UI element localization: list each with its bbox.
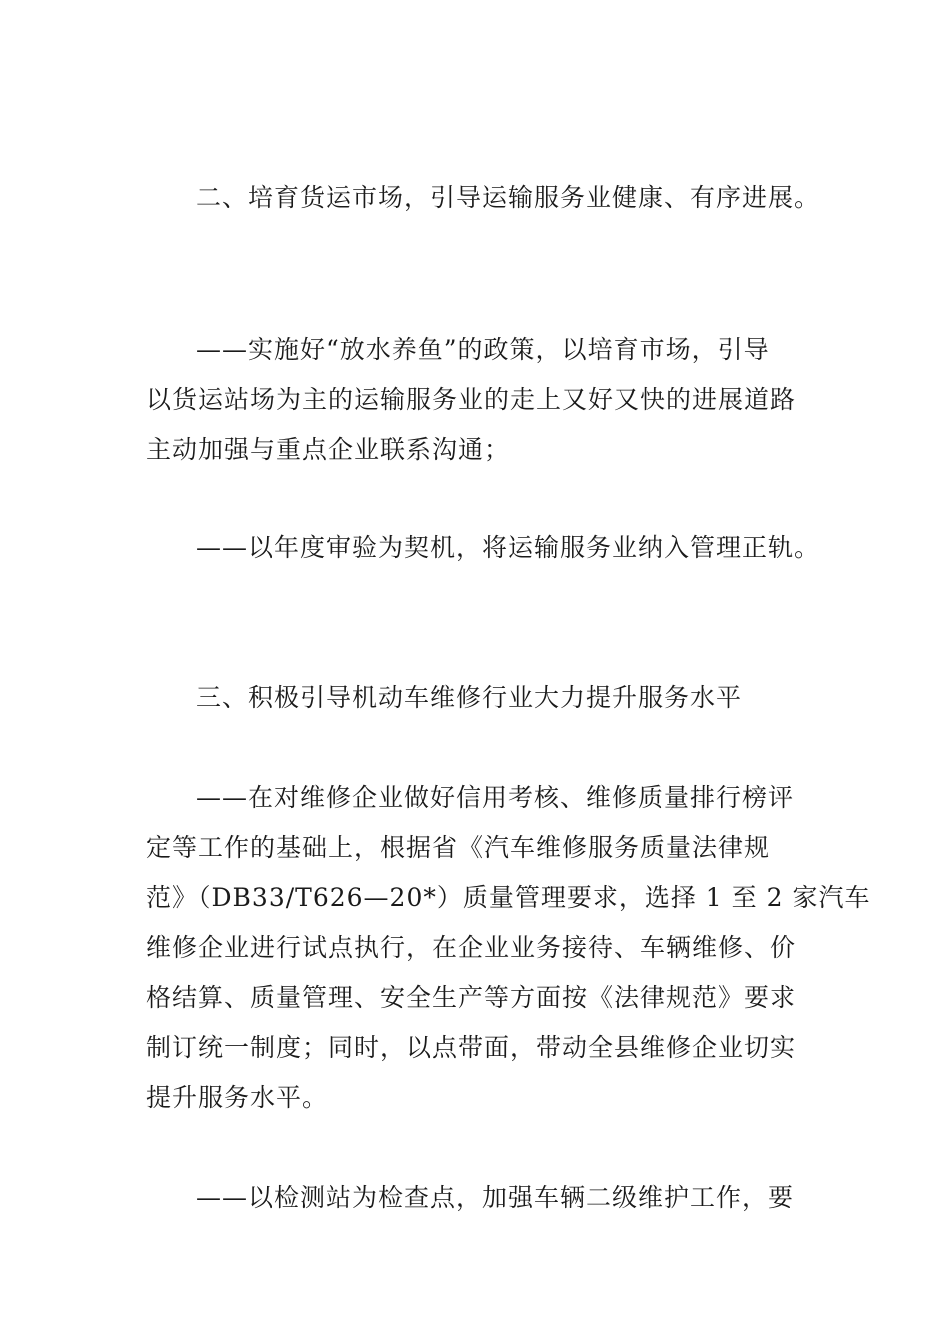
paragraph-line: 以货运站场为主的运输服务业的走上又好又快的进展道路	[146, 385, 797, 414]
paragraph-line: 格结算、质量管理、安全生产等方面按《法律规范》要求	[146, 983, 797, 1012]
paragraph-line: ——实施好“放水养鱼”的政策，以培育市场，引导	[196, 335, 770, 364]
paragraph-line: 提升服务水平。	[146, 1083, 329, 1112]
section-heading-3: 三、积极引导机动车维修行业大力提升服务水平	[196, 683, 743, 712]
paragraph-line: 维修企业进行试点执行，在企业业务接待、车辆维修、价	[146, 933, 797, 962]
paragraph-line: 定等工作的基础上，根据省《汽车维修服务质量法律规	[146, 833, 771, 862]
paragraph-line: 主动加强与重点企业联系沟通；	[146, 435, 511, 464]
paragraph-line: ——以检测站为检查点，加强车辆二级维护工作，要	[196, 1183, 795, 1212]
paragraph-line: 制订统一制度；同时，以点带面，带动全县维修企业切实	[146, 1033, 797, 1062]
paragraph-line: ——以年度审验为契机，将运输服务业纳入管理正轨。	[196, 533, 821, 562]
paragraph-line: ——在对维修企业做好信用考核、维修质量排行榜评	[196, 783, 795, 812]
section-heading-2: 二、培育货运市场，引导运输服务业健康、有序进展。	[196, 183, 821, 212]
paragraph-line: 范》（DB33/T626—20*）质量管理要求，选择 1 至 2 家汽车	[146, 883, 871, 912]
